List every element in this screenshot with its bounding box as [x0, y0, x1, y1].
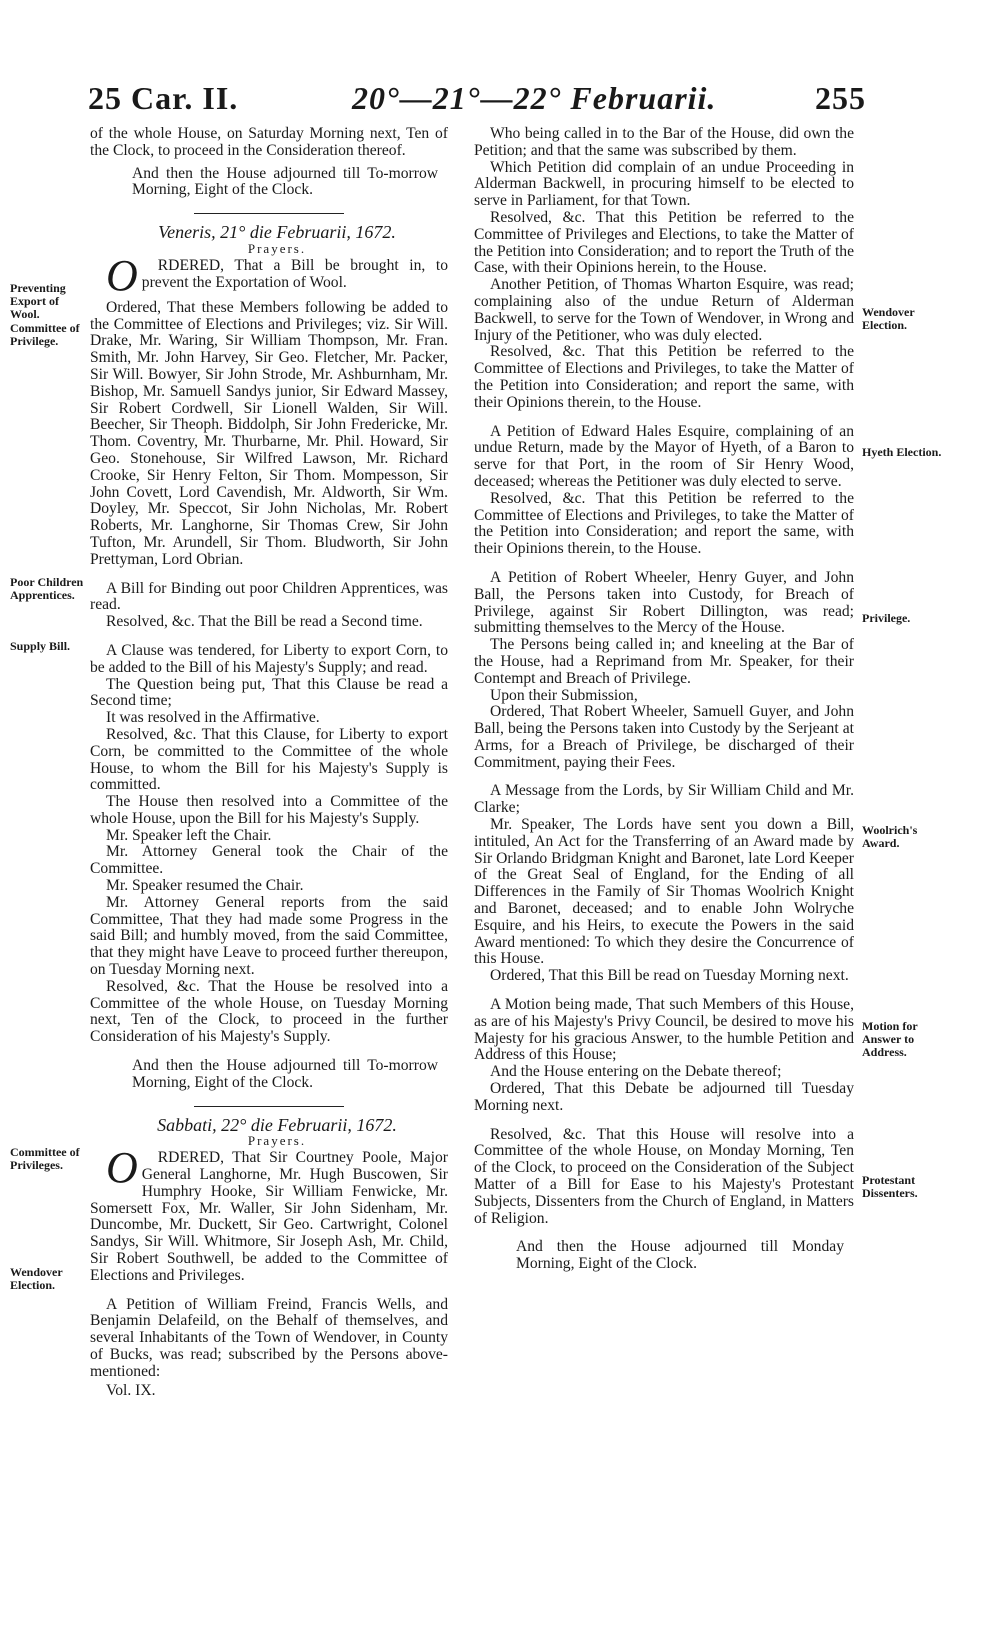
paragraph: Ordered, That this Debate be adjourned till Tuesday Morning next. [474, 1080, 854, 1114]
right-column [474, 126, 854, 1273]
paragraph: Ordered, That these Members following be added to the Committee of Elections and Privileges; viz. Sir Will. Drake, Mr. Waring, Sir William Thompson, Mr. Fran. Smith, Mr. John Harvey, Sir Geo. Fletcher, Mr. Packer, Sir Will. Bowyer, Sir John Strode, Mr. Ashburnham, Mr. Bishop, Mr. Samuell Sandys junior, Sir Edward Massey, Sir Robert Cordwell, Sir Lionell Walden, Sir Will. Beecher, Sir Theoph. Biddolph, Sir John Fredericke, Mr. Thom. Coventry, Mr. Thurbarne, Mr. Phil. Howard, Sir Geo. Stonehouse, Sir Wilfred Lawson, Mr. Richard Crooke, Sir Henry Felton, Sir Thom. Mompesson, Sir John Covett, Lord Cavendish, Mr. Aldworth, Sir Wm. Doyley, Mr. Speccot, Sir John Nicholas, Mr. Robert Roberts, Mr. Langhorne, Sir Thomas Crew, Sir John Tufton, Mr. Arundell, Sir Thom. Bludworth, Sir John Prettyman, Lord Obrian. [90, 298, 448, 568]
paragraph: The Persons being called in; and kneeling at the Bar of the House, had a Reprimand from Mr. Speaker, for their Contempt and Breach of Privilege. [474, 636, 854, 687]
margin-note: Wendover Election. [10, 1265, 63, 1292]
adjournment-note: And then the House adjourned till Monday Morning, Eight of the Clock. [516, 1238, 844, 1273]
drop-cap: O [106, 1143, 138, 1193]
section-divider [194, 213, 344, 214]
paragraph: The Question being put, That this Clause be read a Second time; [90, 675, 448, 710]
adjournment-note: And then the House adjourned till To-morrow Morning, Eight of the Clock. [132, 1057, 438, 1091]
paragraph: Who being called in to the Bar of the House, did own the Petition; and that the same was subscribed by them. [474, 125, 854, 159]
prayers-heading: Prayers. [247, 1133, 307, 1149]
margin-note: Supply Bill. [10, 639, 71, 653]
paragraph: Ordered, That Robert Wheeler, Samuell Guyer, and John Ball, being the Persons taken into Custody by the Serjeant at Arms, for a Breach of Privilege, be discharged of their Commitment, paying their Fees. [474, 703, 854, 771]
paragraph: Mr. Attorney General reports from the said Committee, That they had made some Progress in the said Bill; and humbly moved, from the said Committee, that they might have Leave to proceed further thereupon, on Tuesday Morning next. [90, 893, 448, 979]
margin-note: Preventing Export of Wool. [10, 281, 66, 321]
section-divider [194, 1106, 344, 1107]
paragraph: A Message from the Lords, by Sir William Child and Mr. Clarke; [474, 782, 854, 817]
margin-note: Committee of Privileges. [10, 1145, 80, 1172]
margin-note: Protestant Dissenters. [862, 1173, 918, 1200]
drop-cap: O [106, 250, 138, 300]
paragraph: Resolved, &c. That this Clause, for Liberty to export Corn, be committed to the Committee of the whole House, to whom the Bill for his Majesty's Supply is committed. [90, 725, 448, 794]
paragraph: Resolved, &c. That the Bill be read a Second time. [106, 613, 423, 631]
paragraph: Resolved, &c. That this House will resolve into a Committee of the whole House, on Monday Morning, Ten of the Clock, to proceed on the Consideration of the Subject Matter of a Bill for Ease to his Majesty's Protestant Subjects, Dissenters from the Church of England, in Matters of Religion. [474, 1125, 854, 1227]
adjournment-note: And then the House adjourned till To-morrow Morning, Eight of the Clock. [132, 164, 438, 199]
paragraph: Upon their Submission, [490, 686, 638, 704]
paragraph: Mr. Speaker, The Lords have sent you down a Bill, intituled, An Act for the Transferring of an Award made by Sir Orlando Bridgman Knight and Baronet, late Lord Keeper of the Great Seal of England, for the Ending of all Differences in the Family of Sir Thomas Woolrich Knight and Baronet, deceased; and to enable John Wolryche Esquire, and his Heirs, to execute the Powers in the said Award mentioned: To which they desire the Concurrence of this House. [474, 816, 854, 968]
margin-note: Motion for Answer to Address. [862, 1019, 918, 1059]
paragraph: Resolved, &c. That this Petition be referred to the Committee of Privileges and Elections, to take the Matter of the Petition into Consideration; and to report the Truth of the Case, with their Opinions herein, to the House. [474, 208, 854, 277]
paragraph: Resolved, &c. That this Petition be referred to the Committee of Elections and Privileges, to take the Matter of the Petition into Consideration; and report the same, with their Opinions therein, to the House. [474, 489, 854, 558]
paragraph: A Petition of William Freind, Francis Wells, and Benjamin Delafeild, on the Behalf of themselves, and several Inhabitants of the Town of Wendover, in County of Bucks, was read; subscribed by the Persons above-mentioned: [90, 1295, 448, 1380]
paragraph: Mr. Attorney General took the Chair of the Committee. [90, 843, 448, 878]
paragraph: Which Petition did complain of an undue Proceeding in Alderman Backwell, in procuring himself to be elected to serve in Parliament, for that Town. [474, 158, 854, 210]
page-number: 255 [815, 80, 866, 116]
margin-note: Wendover Election. [862, 305, 915, 332]
paragraph: Mr. Speaker left the Chair. [106, 826, 272, 844]
margin-note: Poor Children Apprentices. [10, 575, 84, 602]
date-header: 20°—21°—22° Februarii. [352, 80, 717, 116]
margin-note: Committee of Privilege. [10, 321, 80, 348]
regnal-year-header: 25 Car. II. [88, 80, 239, 116]
paragraph: It was resolved in the Affirmative. [106, 709, 320, 727]
paragraph: A Motion being made, That such Members of this House, as are of his Majesty's Privy Council, be desired to move his Majesty for his gracious Answer, to the humble Petition and Address of this House; [474, 996, 854, 1064]
margin-note: Privilege. [862, 611, 911, 625]
paragraph: And the House entering on the Debate thereof; [490, 1063, 782, 1081]
paragraph: of the whole House, on Saturday Morning next, Ten of the Clock, to proceed in the Consideration thereof. [90, 125, 448, 159]
paragraph: Resolved, &c. That the House be resolved into a Committee of the whole House, on Tuesday Morning next, Ten of the Clock, to proceed in the further Consideration of his Majesty's Supply. [90, 977, 448, 1046]
day-heading: Veneris, 21° die Februarii, 1672. [158, 222, 396, 243]
left-column [90, 126, 448, 1399]
paragraph: A Petition of Edward Hales Esquire, complaining of an undue Return, made by the Mayor of Hyeth, of a Baron to serve for that Port, in the room of Sir Henry Wood, deceased; whereas the Petitioner was duly elected to serve. [474, 422, 854, 490]
day-heading: Sabbati, 22° die Februarii, 1672. [157, 1114, 397, 1135]
paragraph: A Bill for Binding out poor Children Apprentices, was read. [90, 579, 448, 614]
paragraph: Ordered, That this Bill be read on Tuesday Morning next. [490, 967, 849, 985]
margin-note: Hyeth Election. [862, 445, 942, 459]
prayers-heading: Prayers. [247, 240, 307, 256]
paragraph: The House then resolved into a Committee of the whole House, upon the Bill for his Majesty's Supply. [90, 793, 448, 827]
paragraph: A Clause was tendered, for Liberty to export Corn, to be added to the Bill of his Majesty's Supply; and read. [90, 641, 448, 676]
paragraph: A Petition of Robert Wheeler, Henry Guyer, and John Ball, the Persons taken into Custody, for Breach of Privilege, against Sir Robert Dillington, was read; submitting themselves to the Mercy of the House. [474, 568, 854, 637]
paragraph: Another Petition, of Thomas Wharton Esquire, was read; complaining also of the undue Return of Alderman Backwell, to serve for the Town of Wendover, in Wrong and Injury of the Petitioner, who was duly elected. [474, 276, 854, 344]
paragraph: O RDERED, That a Bill be brought in, to prevent the Exportation of Wool. [90, 258, 448, 292]
volume-mark: Vol. IX. [106, 1381, 156, 1399]
margin-note: Woolrich's Award. [862, 823, 918, 850]
paragraph: Mr. Speaker resumed the Chair. [106, 877, 304, 895]
paragraph: Resolved, &c. That this Petition be referred to the Committee of Elections and Privileges, to take the Matter of the Petition into Consideration; and report the same, with their Opinions therein, to the House. [474, 343, 854, 411]
paragraph: O RDERED, That Sir Courtney Poole, Major General Langhorne, Mr. Hugh Buscowen, Sir Humphry Hooke, Sir William Fenwicke, Mr. Somersett Fox, Mr. Waller, Sir John Sidenham, Mr. Duncombe, Mr. Duckett, Sir Geo. Cartwright, Colonel Sandys, Sir Will. Whitmore, Sir Joseph Ash, Mr. Child, Sir Robert Southwell, be added to the Committee of Elections and Privileges. [90, 1143, 448, 1284]
